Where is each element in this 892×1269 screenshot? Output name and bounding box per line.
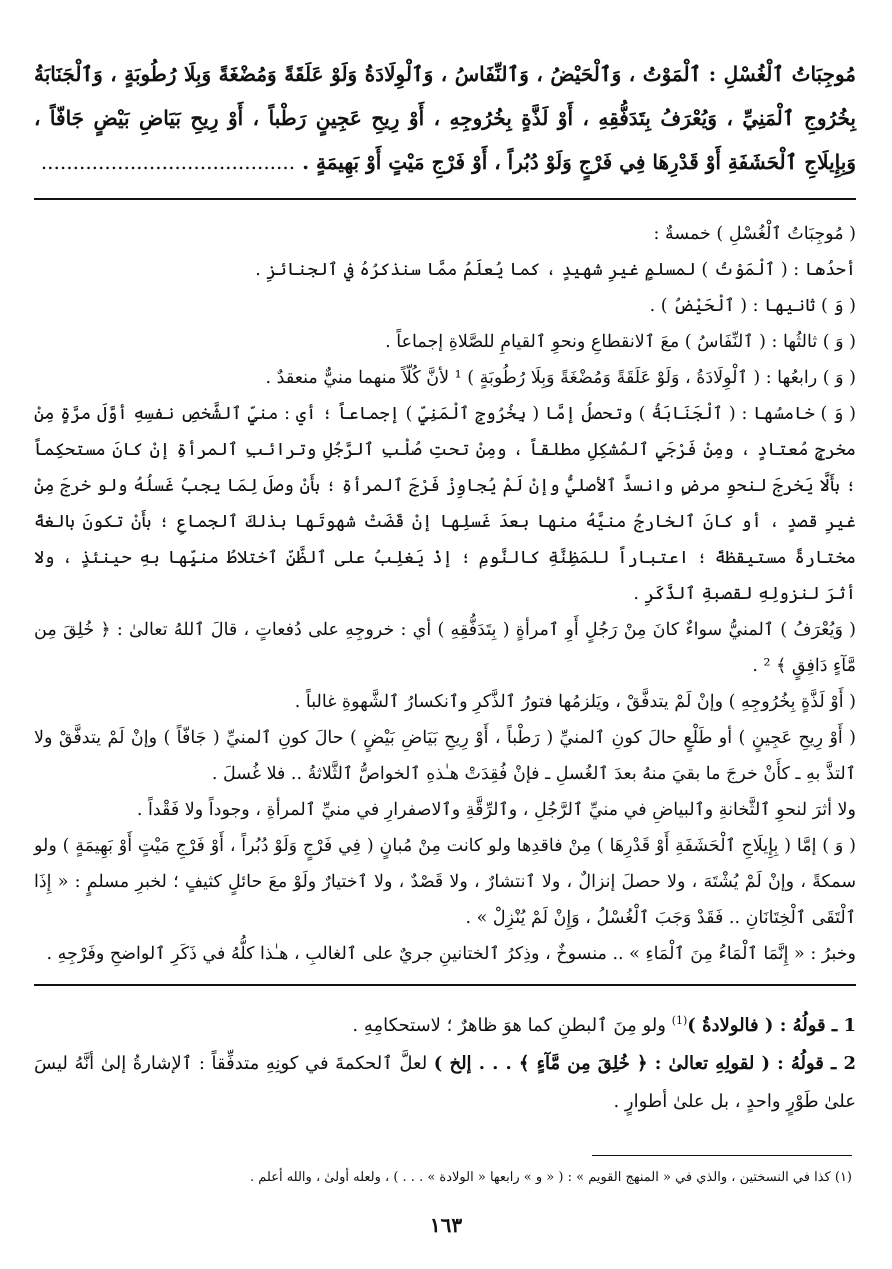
hashiya-text: ولو مِنَ ٱلبطنِ كما هوَ ظاهرٌ ؛ لاستحكامِهِ . (352, 1015, 672, 1036)
hashiya-label: 1 ـ قولُهُ : ( فالولادةُ ) (687, 1015, 856, 1036)
hashiya-section (34, 1002, 856, 1121)
hashiya-text: لعلَّ ٱلحكمةَ في كونِهِ متدفِّقاً : ٱلإشارةُ إلىٰ أنَّهُ ليسَ علىٰ طَوْرٍ واحدٍ ، بل علىٰ أطوارٍ . (34, 1053, 856, 1112)
footnote: (١) كذا في النسختين ، والذي في « المنهج القويم » : ( « و » رابعها « الولادة » . . . ) ، ولعله أولىٰ ، والله أعلم . (249, 1170, 852, 1185)
sharh-heading: ( مُوجِبَاتُ ٱلْغُسْلِ ) خمسةٌ : (653, 224, 856, 244)
sharh-paragraph: ( وَ ) خامسُها : ( ٱلْجَنَابَةُ ) وتحصلُ إمَّا ( بِخُرُوجِ ٱلْمَنِيِّ ) إجماعاً ؛ أي : منيِّ ٱلشَّخصِ نفسِهِ أوَّلَ مرَّةٍ مِنْ مخرجٍ مُعتادٍ ، ومِنْ فَرْجَيِ ٱلمُشكِلِ مطلقاً ، ومِنْ تحتِ صُلْبِ ٱلرَّجُلِ وترائبِ ٱلمرأةِ إنْ كانَ مستحكِماً ؛ بأَلَّا يَخرجَ لنحوِ مرضٍ وانسدَّ ٱلأصليُّ وإنْ لَمْ يُجاوِزْ فَرْجَ ٱلمرأةِ ؛ بأَنْ وصلَ لِمَا يجبُ غَسلُهُ ولو خرجَ مِنْ غيرِ قصدٍ ، أو كانَ ٱلخارجُ منيَّهُ منها بعدَ غَسلِها إنْ قَضَتْ شهوتَها بذلكَ ٱلجماعِ ؛ بأَنْ تكونَ بالغةً مختارةً مستيقظةً ؛ اعتباراً للمَظِنَّةِ كالنَّومِ ؛ إذْ يَغلِبُ على ٱلظَّنِّ ٱختلاطُ منيِّها بهِ حينئذٍ ، ولا أثرَ لنزولِهِ لقصبةِ ٱلذَّكَرِ . (34, 404, 856, 604)
sharh-paragraph: ( وَ ) رابعُها : ( ٱلْوِلَادَةُ ، وَلَوْ عَلَقَةً وَمُضْغَةً وَبِلَا رُطُوبَةٍ ) ¹ لأنَّ كُلّاً منهما منيٌّ منعقدٌ . (265, 368, 856, 388)
footnote-divider (592, 1155, 852, 1156)
sharh-paragraph: وخبرُ : « إِنَّمَا ٱلْمَاءُ مِنَ ٱلْمَاءِ » .. منسوخٌ ، وذِكرُ ٱلختانينِ جريٌ على ٱلغالبِ ، هـٰذا كلُّهُ في ذَكَرِ ٱلواضحِ وفَرْجِهِ . (46, 944, 856, 964)
page-number: ١٦٣ (429, 1213, 463, 1237)
footnote-ref: (1) (671, 1014, 688, 1027)
hashiya-note-1 (34, 1002, 856, 1045)
sharh-paragraph: ( وَ ) ثانيها : ( ٱلْحَيْضُ ) . (649, 296, 856, 316)
matn-text (34, 52, 856, 184)
section-divider (34, 198, 856, 200)
hashiya-note-2 (34, 1045, 856, 1121)
sharh-paragraph: ( أَوْ لَذَّةٍ بِخُرُوجِهِ ) وإنْ لَمْ يتدفَّقْ ، ويَلزمُها فتورُ ٱلذَّكرِ وٱنكسارُ ٱلشَّهوةِ غالباً . (294, 692, 856, 712)
sharh-paragraph: ( وَ ) إمَّا ( بِإِيلَاجِ ٱلْحَشَفَةِ أَوْ قَدْرِهَا ) مِنْ فاقدِها ولو كانت مِنْ مُبانٍ ( فِي فَرْجٍ وَلَوْ دُبُراً ، أَوْ فَرْجِ مَيْتٍ أَوْ بَهِيمَةٍ ) ولو سمكةً ، وإنْ لَمْ يُشْتَهَ ، ولا حصلَ إنزالٌ ، ولا ٱنتشارٌ ، ولا قَصْدٌ ، ولا ٱختيارٌ ولَوْ معَ حائلٍ كثيفٍ ؛ لخبرِ مسلمٍ : « إِذَا ٱلْتَقَى ٱلْخِتَانَانِ .. فَقَدْ وَجَبَ ٱلْغُسْلُ ، وَإِنْ لَمْ يُنْزِلْ » . (34, 836, 856, 928)
matn-body: مُوجِبَاتُ ٱلْغُسْلِ : ٱلْمَوْتُ ، وَٱلْحَيْضُ ، وَٱلنِّفَاسُ ، وَٱلْوِلَادَةُ وَلَوْ عَلَقَةً وَمُضْغَةً وَبِلَا رُطُوبَةٍ ، وَٱلْجَنَابَةُ بِخُرُوجِ ٱلْمَنِيِّ ، وَيُعْرَفُ بِتَدَفُّقِهِ ، أَوْ لَذَّةٍ بِخُرُوجِهِ ، أَوْ رِيحِ عَجِينٍ رَطْباً ، أَوْ رِيحِ بَيَاضِ بَيْضٍ جَافّاً ، وَبِإِيلَاجِ ٱلْحَشَفَةِ أَوْ قَدْرِهَا فِي فَرْجٍ وَلَوْ دُبُراً ، أَوْ فَرْجِ مَيْتٍ أَوْ بَهِيمَةٍ . (34, 62, 856, 174)
sharh-paragraph: أحدُها : ( ٱلْمَوْتُ ) لمسلمٍ غيرِ شهيدٍ ، كما يُعلَمُ ممَّا سنذكرُهُ في ٱلجنائزِ . (255, 260, 856, 280)
sharh-paragraph: ( وَ ) ثالثُها : ( ٱلنِّفَاسُ ) معَ ٱلانقطاعِ ونحوِ ٱلقيامِ للصَّلاةِ إجماعاً . (385, 332, 856, 352)
sharh-paragraph: ( وَيُعْرَفُ ) ٱلمنيُّ سواءٌ كانَ مِنْ رَجُلٍ أَوِ ٱمرأةٍ ( بِتَدَفُّقِهِ ) أي : خروجِهِ على دُفعاتٍ ، قالَ ٱللهُ تعالىٰ : ﴿ خُلِقَ مِن مَّآءٍ دَافِقٍ ﴾ ² . (34, 620, 856, 676)
matn-dots: ........................................ (40, 150, 296, 174)
sharh-paragraph: ( أَوْ رِيحِ عَجِينٍ ) أو طَلْعٍ حالَ كونِ ٱلمنيِّ ( رَطْباً ، أَوْ رِيحِ بَيَاضِ بَيْضٍ ) حالَ كونِ ٱلمنيِّ ( جَافّاً ) وإنْ لَمْ يتدفَّقْ ولا ٱلتذَّ بهِ ـ كأَنْ خرجَ ما بقيَ منهُ بعدَ ٱلغُسلِ ـ فإنْ فُقِدَتْ هـٰذهِ ٱلخواصُّ ٱلثَّلاثةُ .. فلا غُسلَ . (34, 728, 856, 784)
hashiya-divider (34, 984, 856, 986)
hashiya-label: 2 ـ قولُهُ : ( لقولِهِ تعالىٰ : ﴿ خُلِقَ مِن مَّآءٍ ﴾ . . . إلخ ) (433, 1053, 856, 1074)
sharh-paragraph: ولا أثرَ لنحوِ ٱلثَّخانةِ وٱلبياضِ في منيِّ ٱلرَّجُلِ ، وٱلرِّقَّةِ وٱلاصفرارِ في منيِّ ٱلمرأةِ ، وجوداً ولا فَقْداً . (136, 800, 856, 820)
sharh-section (34, 216, 856, 972)
